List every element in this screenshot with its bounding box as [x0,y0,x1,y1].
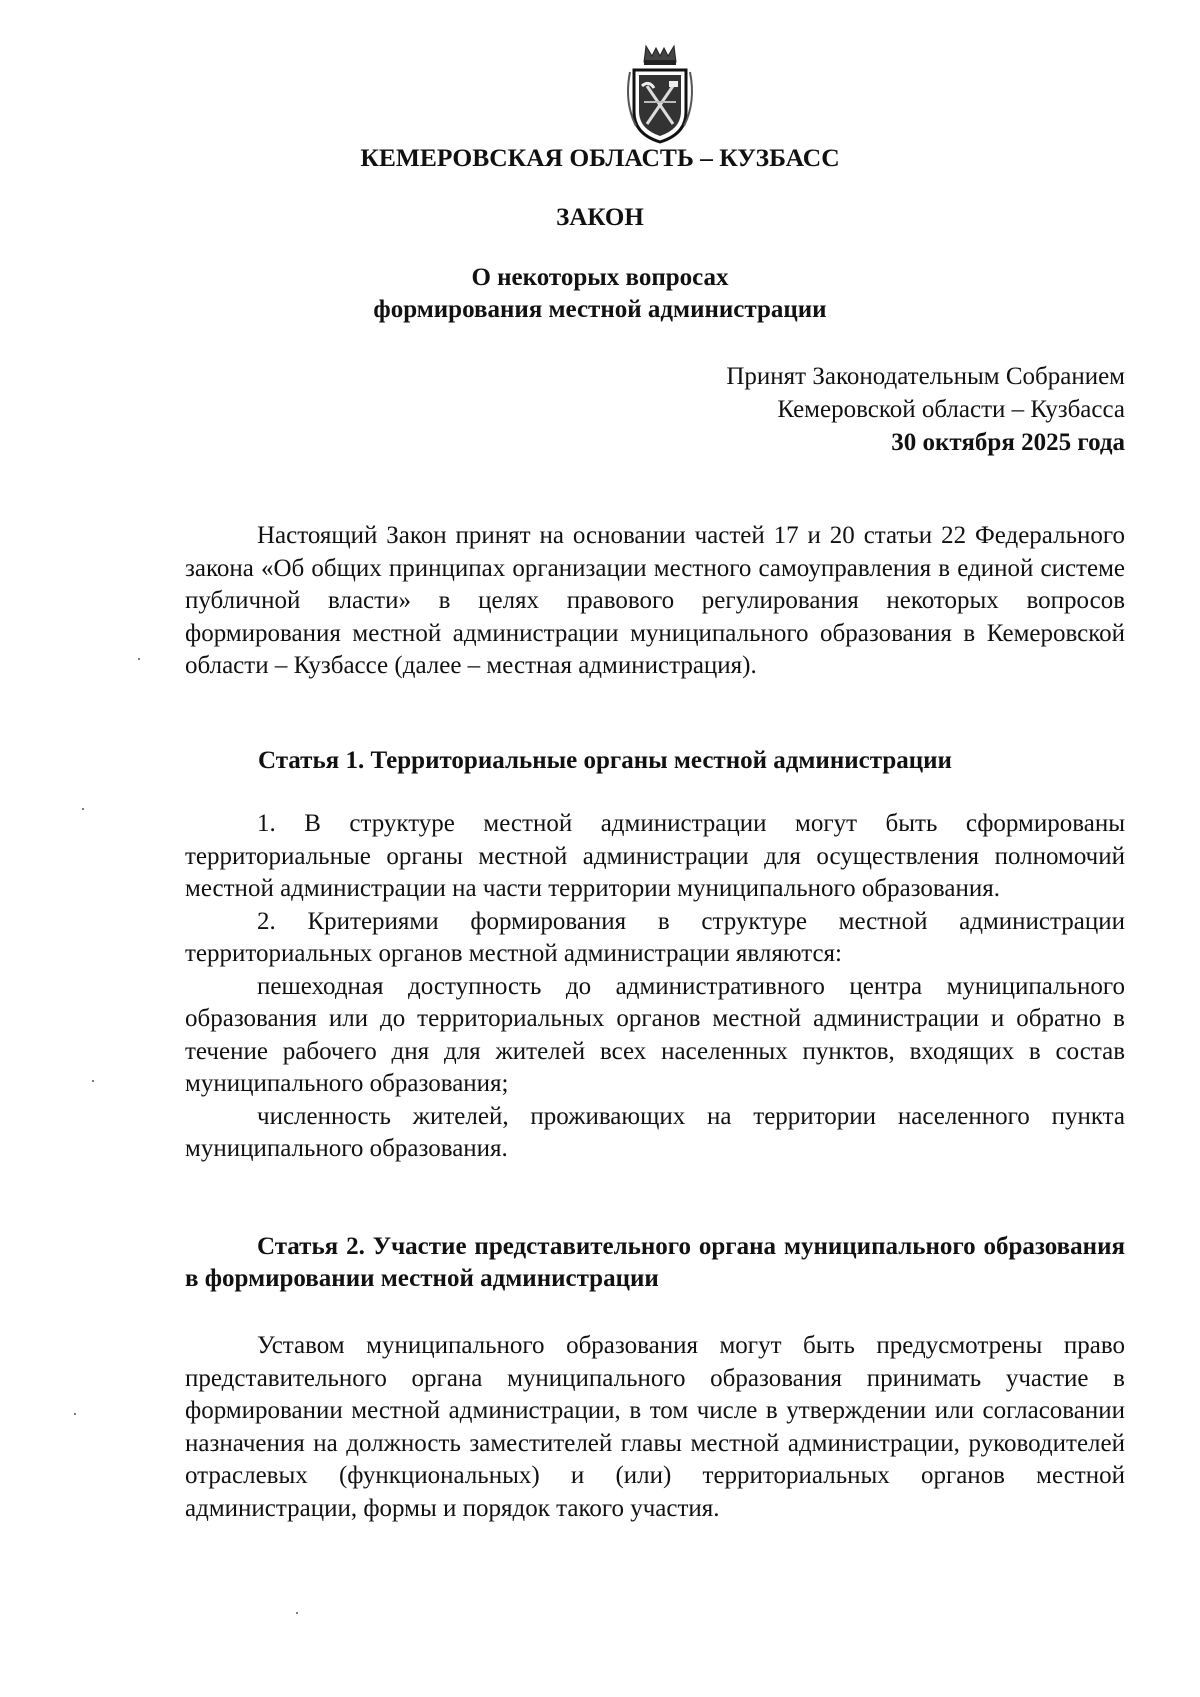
adoption-line-2: Кемеровской области – Кузбасса [777,396,1125,423]
article-1-paragraph: пешеходная доступность до административного центра муниципального образования или до территориальных органов местной администрации и обратно в течение рабочего дня для жителей всех населенных пунктов, входящих в состав муниципального образования; [185,972,1125,1097]
scan-speck [82,808,84,810]
region-name: КЕМЕРОВСКАЯ ОБЛАСТЬ – КУЗБАСС [360,143,840,172]
preamble-paragraph: Настоящий Закон принят на основании частей 17 и 20 статьи 22 Федерального закона «Об общих принципах организации местного самоуправления в единой системе публичной власти» в целях правового регулирования некоторых вопросов формирования местной администрации муниципального образования в Кемеровской области – Кузбассе (далее – местная администрация). [185,522,1125,679]
document-type: ЗАКОН [556,204,644,231]
scan-speck [92,1080,94,1082]
article-1-paragraph: 1. В структуре местной администрации могут быть сформированы территориальные органы местной администрации для осуществления полномочий местной администрации на части территории муниципального образования. [185,810,1125,902]
law-title-line-1: О некоторых вопросах [471,264,729,291]
law-title [0,262,1200,326]
article-2-body [185,1330,1125,1525]
adoption-line-1: Принят Законодательным Собранием [726,363,1125,390]
article-1-paragraph: 2. Критериями формирования в структуре местной администрации территориальных органов местной администрации являются: [185,907,1125,967]
scan-speck [74,1413,76,1415]
law-title-line-2: формирования местной администрации [373,296,827,323]
article-1-heading: Статья 1. Территориальные органы местной администрации [258,747,952,774]
scan-speck [296,1612,298,1614]
article-1-body [185,808,1125,1166]
article-1-paragraph: численность жителей, проживающих на территории населенного пункта муниципального образования. [185,1102,1125,1162]
preamble [185,520,1125,683]
adoption-block [726,360,1125,459]
adoption-date: 30 октября 2025 года [891,429,1125,456]
article-2-heading: Статья 2. Участие представительного органа муниципального образования в формировании местной администрации [185,1233,1125,1292]
coat-of-arms-emblem [622,42,698,147]
scan-speck [138,658,140,660]
article-2-paragraph: Уставом муниципального образования могут быть предусмотрены право представительного органа муниципального образования принимать участие в формировании местной администрации, в том числе в утверждении или согласовании назначения на должность заместителей главы местной администрации, руководителей отраслевых (функциональных) и (или) территориальных органов местной администрации, формы и порядок такого участия. [185,1332,1125,1522]
